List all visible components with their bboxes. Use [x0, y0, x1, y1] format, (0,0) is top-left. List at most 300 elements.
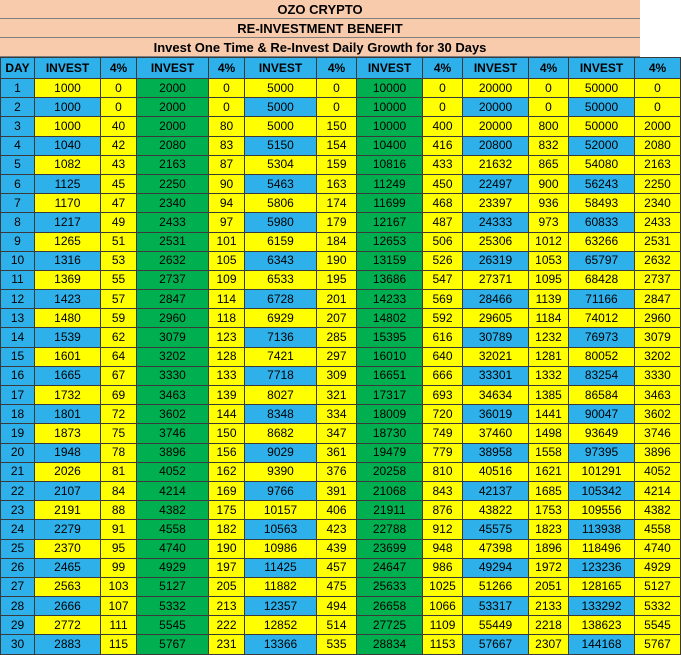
- day-cell: 11: [1, 270, 35, 289]
- invest-cell: 1873: [35, 424, 101, 443]
- invest-cell: 11882: [245, 577, 317, 596]
- percent-cell: 1621: [529, 462, 569, 481]
- table-row: [1, 270, 681, 289]
- percent-cell: 400: [423, 117, 463, 136]
- percent-cell: 1066: [423, 597, 463, 616]
- invest-cell: 1539: [35, 328, 101, 347]
- percent-cell: 285: [317, 328, 357, 347]
- column-header-percent: 4%: [209, 58, 245, 79]
- invest-cell: 74012: [569, 309, 635, 328]
- percent-cell: 0: [423, 79, 463, 98]
- column-header-invest: INVEST: [357, 58, 423, 79]
- percent-cell: 2433: [635, 213, 681, 232]
- percent-cell: 83: [209, 136, 245, 155]
- column-header-percent: 4%: [423, 58, 463, 79]
- invest-cell: 33301: [463, 366, 529, 385]
- table-row: [1, 213, 681, 232]
- column-header-day: DAY: [1, 58, 35, 79]
- table-row: [1, 616, 681, 635]
- invest-cell: 40516: [463, 462, 529, 481]
- invest-cell: 34634: [463, 386, 529, 405]
- invest-cell: 133292: [569, 597, 635, 616]
- invest-cell: 65797: [569, 251, 635, 270]
- percent-cell: 107: [101, 597, 137, 616]
- invest-cell: 2340: [137, 194, 209, 213]
- table-row: [1, 155, 681, 174]
- invest-cell: 43822: [463, 501, 529, 520]
- percent-cell: 592: [423, 309, 463, 328]
- invest-cell: 5150: [245, 136, 317, 155]
- invest-cell: 3463: [137, 386, 209, 405]
- percent-cell: 1184: [529, 309, 569, 328]
- column-header-percent: 4%: [635, 58, 681, 79]
- percent-cell: 2163: [635, 155, 681, 174]
- table-row: [1, 501, 681, 520]
- invest-cell: 57667: [463, 635, 529, 654]
- invest-cell: 24647: [357, 558, 423, 577]
- percent-cell: 175: [209, 501, 245, 520]
- invest-cell: 1369: [35, 270, 101, 289]
- invest-cell: 2563: [35, 577, 101, 596]
- invest-cell: 2370: [35, 539, 101, 558]
- table-row: [1, 174, 681, 193]
- percent-cell: 1109: [423, 616, 463, 635]
- invest-cell: 13686: [357, 270, 423, 289]
- invest-cell: 20258: [357, 462, 423, 481]
- invest-cell: 32021: [463, 347, 529, 366]
- invest-cell: 3746: [137, 424, 209, 443]
- percent-cell: 0: [101, 98, 137, 117]
- percent-cell: 213: [209, 597, 245, 616]
- invest-cell: 7421: [245, 347, 317, 366]
- percent-cell: 201: [317, 290, 357, 309]
- invest-cell: 5332: [137, 597, 209, 616]
- day-cell: 27: [1, 577, 35, 596]
- day-cell: 24: [1, 520, 35, 539]
- percent-cell: 948: [423, 539, 463, 558]
- invest-cell: 2847: [137, 290, 209, 309]
- invest-cell: 5127: [137, 577, 209, 596]
- percent-cell: 195: [317, 270, 357, 289]
- percent-cell: 450: [423, 174, 463, 193]
- percent-cell: 1498: [529, 424, 569, 443]
- invest-cell: 51266: [463, 577, 529, 596]
- percent-cell: 51: [101, 232, 137, 251]
- invest-cell: 1000: [35, 117, 101, 136]
- percent-cell: 936: [529, 194, 569, 213]
- percent-cell: 2632: [635, 251, 681, 270]
- percent-cell: 876: [423, 501, 463, 520]
- invest-cell: 19479: [357, 443, 423, 462]
- invest-cell: 25306: [463, 232, 529, 251]
- percent-cell: 5545: [635, 616, 681, 635]
- invest-cell: 2737: [137, 270, 209, 289]
- percent-cell: 0: [101, 79, 137, 98]
- invest-cell: 71166: [569, 290, 635, 309]
- invest-cell: 5000: [245, 98, 317, 117]
- percent-cell: 2531: [635, 232, 681, 251]
- invest-cell: 1423: [35, 290, 101, 309]
- day-cell: 18: [1, 405, 35, 424]
- invest-cell: 10816: [357, 155, 423, 174]
- invest-cell: 21068: [357, 481, 423, 500]
- invest-cell: 26658: [357, 597, 423, 616]
- invest-cell: 20000: [463, 117, 529, 136]
- day-cell: 5: [1, 155, 35, 174]
- invest-cell: 13159: [357, 251, 423, 270]
- invest-cell: 2107: [35, 481, 101, 500]
- invest-cell: 2960: [137, 309, 209, 328]
- invest-cell: 2000: [137, 79, 209, 98]
- table-row: [1, 136, 681, 155]
- percent-cell: 150: [317, 117, 357, 136]
- invest-cell: 1265: [35, 232, 101, 251]
- percent-cell: 376: [317, 462, 357, 481]
- invest-cell: 5463: [245, 174, 317, 193]
- percent-cell: 865: [529, 155, 569, 174]
- invest-cell: 26319: [463, 251, 529, 270]
- invest-cell: 128165: [569, 577, 635, 596]
- invest-cell: 13366: [245, 635, 317, 654]
- percent-cell: 55: [101, 270, 137, 289]
- day-cell: 1: [1, 79, 35, 98]
- invest-cell: 1125: [35, 174, 101, 193]
- invest-cell: 5000: [245, 79, 317, 98]
- percent-cell: 87: [209, 155, 245, 174]
- invest-cell: 18009: [357, 405, 423, 424]
- day-cell: 2: [1, 98, 35, 117]
- invest-cell: 49294: [463, 558, 529, 577]
- invest-cell: 9766: [245, 481, 317, 500]
- invest-cell: 53317: [463, 597, 529, 616]
- invest-cell: 11699: [357, 194, 423, 213]
- invest-cell: 20000: [463, 79, 529, 98]
- percent-cell: 1685: [529, 481, 569, 500]
- percent-cell: 139: [209, 386, 245, 405]
- invest-cell: 80052: [569, 347, 635, 366]
- invest-cell: 1665: [35, 366, 101, 385]
- percent-cell: 105: [209, 251, 245, 270]
- invest-cell: 1601: [35, 347, 101, 366]
- sheet-tagline: Invest One Time & Re-Invest Daily Growth for 30 Days: [0, 38, 640, 57]
- day-cell: 16: [1, 366, 35, 385]
- invest-cell: 1082: [35, 155, 101, 174]
- day-cell: 22: [1, 481, 35, 500]
- table-row: [1, 347, 681, 366]
- percent-cell: 57: [101, 290, 137, 309]
- percent-cell: 205: [209, 577, 245, 596]
- invest-cell: 20800: [463, 136, 529, 155]
- percent-cell: 361: [317, 443, 357, 462]
- invest-cell: 1000: [35, 98, 101, 117]
- invest-cell: 54080: [569, 155, 635, 174]
- percent-cell: 416: [423, 136, 463, 155]
- invest-cell: 58493: [569, 194, 635, 213]
- invest-cell: 11425: [245, 558, 317, 577]
- invest-cell: 5545: [137, 616, 209, 635]
- percent-cell: 4558: [635, 520, 681, 539]
- percent-cell: 179: [317, 213, 357, 232]
- percent-cell: 3896: [635, 443, 681, 462]
- percent-cell: 321: [317, 386, 357, 405]
- percent-cell: 475: [317, 577, 357, 596]
- percent-cell: 569: [423, 290, 463, 309]
- percent-cell: 80: [209, 117, 245, 136]
- percent-cell: 133: [209, 366, 245, 385]
- percent-cell: 190: [317, 251, 357, 270]
- invest-cell: 1948: [35, 443, 101, 462]
- percent-cell: 0: [209, 98, 245, 117]
- invest-cell: 14233: [357, 290, 423, 309]
- column-header-percent: 4%: [101, 58, 137, 79]
- invest-cell: 9029: [245, 443, 317, 462]
- percent-cell: 94: [209, 194, 245, 213]
- percent-cell: 67: [101, 366, 137, 385]
- percent-cell: 3202: [635, 347, 681, 366]
- day-cell: 28: [1, 597, 35, 616]
- percent-cell: 4052: [635, 462, 681, 481]
- percent-cell: 3079: [635, 328, 681, 347]
- percent-cell: 53: [101, 251, 137, 270]
- percent-cell: 1281: [529, 347, 569, 366]
- percent-cell: 900: [529, 174, 569, 193]
- invest-cell: 23699: [357, 539, 423, 558]
- invest-cell: 16010: [357, 347, 423, 366]
- percent-cell: 154: [317, 136, 357, 155]
- day-cell: 29: [1, 616, 35, 635]
- invest-cell: 28466: [463, 290, 529, 309]
- percent-cell: 3602: [635, 405, 681, 424]
- invest-cell: 12357: [245, 597, 317, 616]
- invest-cell: 6343: [245, 251, 317, 270]
- day-cell: 14: [1, 328, 35, 347]
- percent-cell: 5767: [635, 635, 681, 654]
- invest-cell: 3202: [137, 347, 209, 366]
- reinvestment-table: [0, 57, 681, 655]
- table-row: [1, 424, 681, 443]
- percent-cell: 720: [423, 405, 463, 424]
- invest-cell: 90047: [569, 405, 635, 424]
- percent-cell: 123: [209, 328, 245, 347]
- percent-cell: 526: [423, 251, 463, 270]
- percent-cell: 0: [529, 98, 569, 117]
- invest-cell: 22788: [357, 520, 423, 539]
- invest-cell: 2163: [137, 155, 209, 174]
- percent-cell: 101: [209, 232, 245, 251]
- percent-cell: 347: [317, 424, 357, 443]
- percent-cell: 986: [423, 558, 463, 577]
- invest-cell: 2080: [137, 136, 209, 155]
- invest-cell: 14802: [357, 309, 423, 328]
- invest-cell: 10400: [357, 136, 423, 155]
- invest-cell: 10000: [357, 117, 423, 136]
- percent-cell: 1025: [423, 577, 463, 596]
- percent-cell: 309: [317, 366, 357, 385]
- invest-cell: 50000: [569, 117, 635, 136]
- day-cell: 19: [1, 424, 35, 443]
- invest-cell: 37460: [463, 424, 529, 443]
- percent-cell: 182: [209, 520, 245, 539]
- invest-cell: 10000: [357, 98, 423, 117]
- day-cell: 6: [1, 174, 35, 193]
- day-cell: 26: [1, 558, 35, 577]
- invest-cell: 42137: [463, 481, 529, 500]
- table-row: [1, 232, 681, 251]
- percent-cell: 2080: [635, 136, 681, 155]
- percent-cell: 45: [101, 174, 137, 193]
- percent-cell: 69: [101, 386, 137, 405]
- invest-cell: 20000: [463, 98, 529, 117]
- day-cell: 3: [1, 117, 35, 136]
- table-row: [1, 366, 681, 385]
- invest-cell: 18730: [357, 424, 423, 443]
- invest-cell: 50000: [569, 79, 635, 98]
- invest-cell: 1732: [35, 386, 101, 405]
- percent-cell: 1153: [423, 635, 463, 654]
- invest-cell: 10157: [245, 501, 317, 520]
- invest-cell: 23397: [463, 194, 529, 213]
- percent-cell: 640: [423, 347, 463, 366]
- table-row: [1, 597, 681, 616]
- percent-cell: 90: [209, 174, 245, 193]
- invest-cell: 27725: [357, 616, 423, 635]
- invest-cell: 1801: [35, 405, 101, 424]
- percent-cell: 3746: [635, 424, 681, 443]
- percent-cell: 2133: [529, 597, 569, 616]
- percent-cell: 547: [423, 270, 463, 289]
- day-cell: 20: [1, 443, 35, 462]
- percent-cell: 43: [101, 155, 137, 174]
- percent-cell: 0: [317, 98, 357, 117]
- invest-cell: 118496: [569, 539, 635, 558]
- percent-cell: 4382: [635, 501, 681, 520]
- percent-cell: 2737: [635, 270, 681, 289]
- percent-cell: 231: [209, 635, 245, 654]
- table-row: [1, 328, 681, 347]
- invest-cell: 63266: [569, 232, 635, 251]
- invest-cell: 36019: [463, 405, 529, 424]
- table-row: [1, 481, 681, 500]
- invest-cell: 83254: [569, 366, 635, 385]
- percent-cell: 406: [317, 501, 357, 520]
- percent-cell: 1232: [529, 328, 569, 347]
- invest-cell: 22497: [463, 174, 529, 193]
- invest-cell: 105342: [569, 481, 635, 500]
- percent-cell: 1823: [529, 520, 569, 539]
- percent-cell: 2250: [635, 174, 681, 193]
- day-cell: 15: [1, 347, 35, 366]
- invest-cell: 1170: [35, 194, 101, 213]
- percent-cell: 1972: [529, 558, 569, 577]
- percent-cell: 973: [529, 213, 569, 232]
- invest-cell: 2433: [137, 213, 209, 232]
- column-header-invest: INVEST: [569, 58, 635, 79]
- day-cell: 30: [1, 635, 35, 654]
- invest-cell: 138623: [569, 616, 635, 635]
- invest-cell: 2883: [35, 635, 101, 654]
- percent-cell: 297: [317, 347, 357, 366]
- table-row: [1, 79, 681, 98]
- invest-cell: 2191: [35, 501, 101, 520]
- invest-cell: 3079: [137, 328, 209, 347]
- percent-cell: 2847: [635, 290, 681, 309]
- percent-cell: 666: [423, 366, 463, 385]
- invest-cell: 6728: [245, 290, 317, 309]
- invest-cell: 86584: [569, 386, 635, 405]
- percent-cell: 118: [209, 309, 245, 328]
- percent-cell: 423: [317, 520, 357, 539]
- invest-cell: 8348: [245, 405, 317, 424]
- percent-cell: 514: [317, 616, 357, 635]
- table-row: [1, 194, 681, 213]
- invest-cell: 50000: [569, 98, 635, 117]
- percent-cell: 103: [101, 577, 137, 596]
- invest-cell: 2666: [35, 597, 101, 616]
- percent-cell: 0: [423, 98, 463, 117]
- invest-cell: 2632: [137, 251, 209, 270]
- percent-cell: 912: [423, 520, 463, 539]
- percent-cell: 81: [101, 462, 137, 481]
- percent-cell: 2307: [529, 635, 569, 654]
- invest-cell: 2000: [137, 117, 209, 136]
- invest-cell: 4214: [137, 481, 209, 500]
- day-cell: 23: [1, 501, 35, 520]
- percent-cell: 1385: [529, 386, 569, 405]
- invest-cell: 8027: [245, 386, 317, 405]
- percent-cell: 0: [635, 98, 681, 117]
- sheet-subtitle: RE-INVESTMENT BENEFIT: [0, 19, 640, 38]
- percent-cell: 169: [209, 481, 245, 500]
- day-cell: 4: [1, 136, 35, 155]
- percent-cell: 49: [101, 213, 137, 232]
- invest-cell: 6929: [245, 309, 317, 328]
- percent-cell: 468: [423, 194, 463, 213]
- percent-cell: 184: [317, 232, 357, 251]
- percent-cell: 4740: [635, 539, 681, 558]
- percent-cell: 843: [423, 481, 463, 500]
- invest-cell: 10986: [245, 539, 317, 558]
- invest-cell: 5806: [245, 194, 317, 213]
- invest-cell: 1480: [35, 309, 101, 328]
- invest-cell: 1000: [35, 79, 101, 98]
- percent-cell: 1012: [529, 232, 569, 251]
- percent-cell: 72: [101, 405, 137, 424]
- percent-cell: 115: [101, 635, 137, 654]
- percent-cell: 2000: [635, 117, 681, 136]
- column-header-percent: 4%: [317, 58, 357, 79]
- percent-cell: 159: [317, 155, 357, 174]
- invest-cell: 2250: [137, 174, 209, 193]
- table-row: [1, 462, 681, 481]
- invest-cell: 3602: [137, 405, 209, 424]
- sheet-title: OZO CRYPTO: [0, 0, 640, 19]
- invest-cell: 9390: [245, 462, 317, 481]
- invest-cell: 1316: [35, 251, 101, 270]
- percent-cell: 2960: [635, 309, 681, 328]
- percent-cell: 1558: [529, 443, 569, 462]
- table-row: [1, 405, 681, 424]
- percent-cell: 5332: [635, 597, 681, 616]
- day-cell: 13: [1, 309, 35, 328]
- percent-cell: 4929: [635, 558, 681, 577]
- table-row: [1, 117, 681, 136]
- percent-cell: 2218: [529, 616, 569, 635]
- percent-cell: 1441: [529, 405, 569, 424]
- table-row: [1, 635, 681, 654]
- percent-cell: 832: [529, 136, 569, 155]
- percent-cell: 779: [423, 443, 463, 462]
- day-cell: 25: [1, 539, 35, 558]
